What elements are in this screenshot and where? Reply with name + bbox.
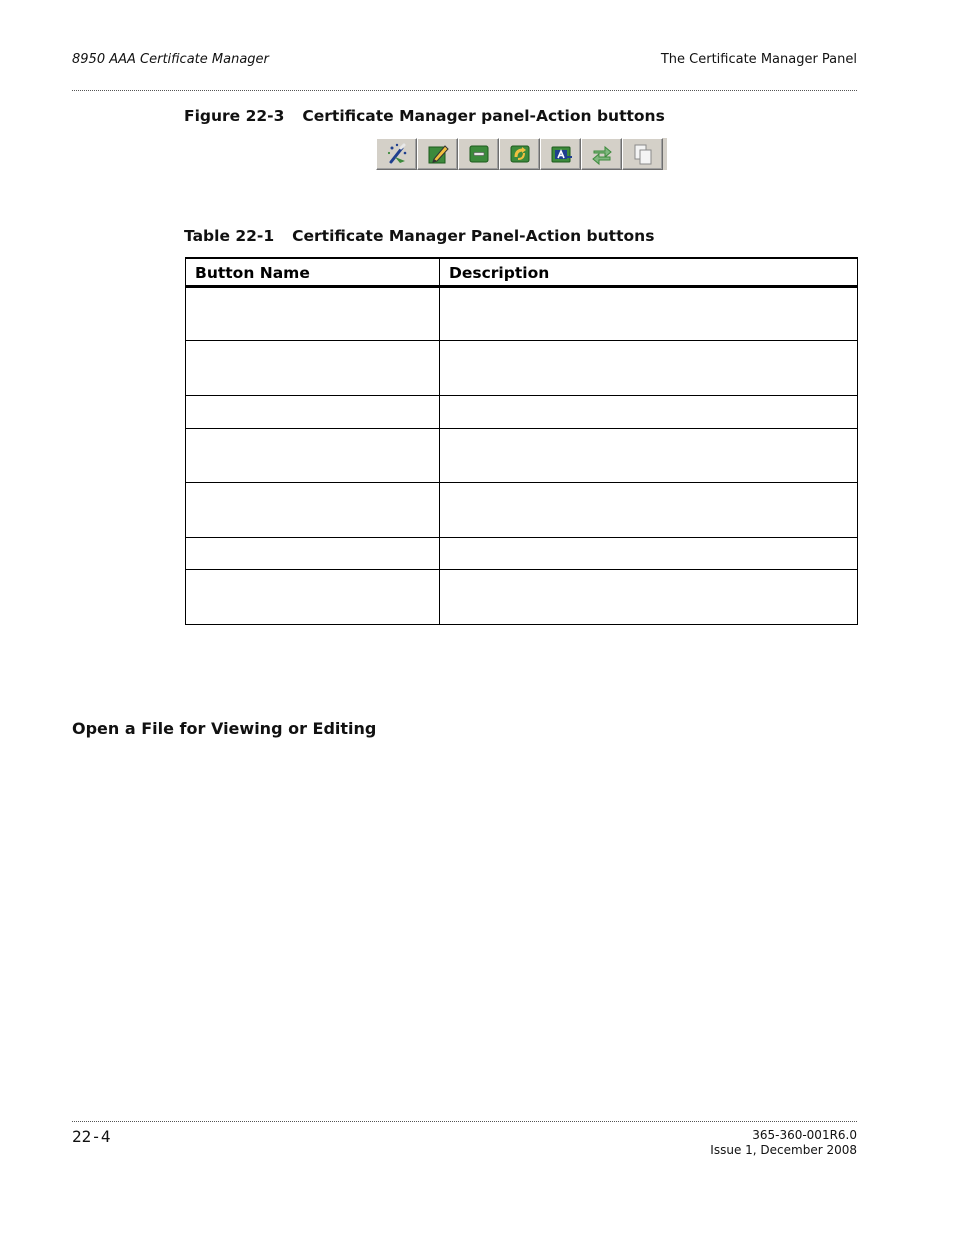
button-name-cell [186,537,440,569]
description-cell [440,569,858,624]
button-name-cell [186,340,440,395]
table-number: Table 22-1 [184,227,275,245]
button-name-cell [186,286,440,340]
remove-button[interactable] [458,138,499,170]
figure-number: Figure 22-3 [184,107,285,125]
table-row [186,340,858,395]
button-name-cell [186,569,440,624]
column-header-description: Description [440,258,858,286]
description-cell [440,395,858,428]
figure-caption [184,107,665,125]
copy-icon [631,142,655,166]
running-header-title: 8950 AAA Certificate Manager [72,52,269,67]
table-title: Certificate Manager Panel-Action buttons [292,227,655,245]
text-field-button[interactable] [540,138,581,170]
figure-title: Certificate Manager panel-Action buttons [302,107,665,125]
header-divider [72,90,857,91]
table-header-row [186,258,858,286]
description-cell [440,428,858,482]
table-row [186,482,858,537]
table-row [186,286,858,340]
wand-icon [385,142,409,166]
copy-button[interactable] [622,138,663,170]
refresh-button[interactable] [499,138,540,170]
document-info [710,1128,857,1157]
table-row [186,537,858,569]
action-toolbar [376,138,667,170]
edit-button[interactable] [417,138,458,170]
text-field-icon [549,142,573,166]
transfer-icon [590,142,614,166]
description-cell [440,537,858,569]
section-heading: Open a File for Viewing or Editing [72,719,377,738]
description-cell [440,482,858,537]
description-cell [440,340,858,395]
refresh-icon [508,142,532,166]
table-row [186,395,858,428]
table-caption [184,227,654,245]
column-header-button-name: Button Name [186,258,440,286]
button-name-cell [186,428,440,482]
table-row [186,428,858,482]
document-number: 365-360-001R6.0 [752,1128,857,1142]
wand-button[interactable] [376,138,417,170]
button-name-cell [186,395,440,428]
running-header-section: The Certificate Manager Panel [660,52,857,67]
action-buttons-table [185,257,858,625]
description-cell [440,286,858,340]
footer-divider [72,1121,857,1122]
button-name-cell [186,482,440,537]
remove-icon [467,142,491,166]
transfer-button[interactable] [581,138,622,170]
pencil-edit-icon [426,142,450,166]
page-number: 22-4 [72,1127,111,1146]
issue-date: Issue 1, December 2008 [710,1142,857,1157]
table-row [186,569,858,624]
